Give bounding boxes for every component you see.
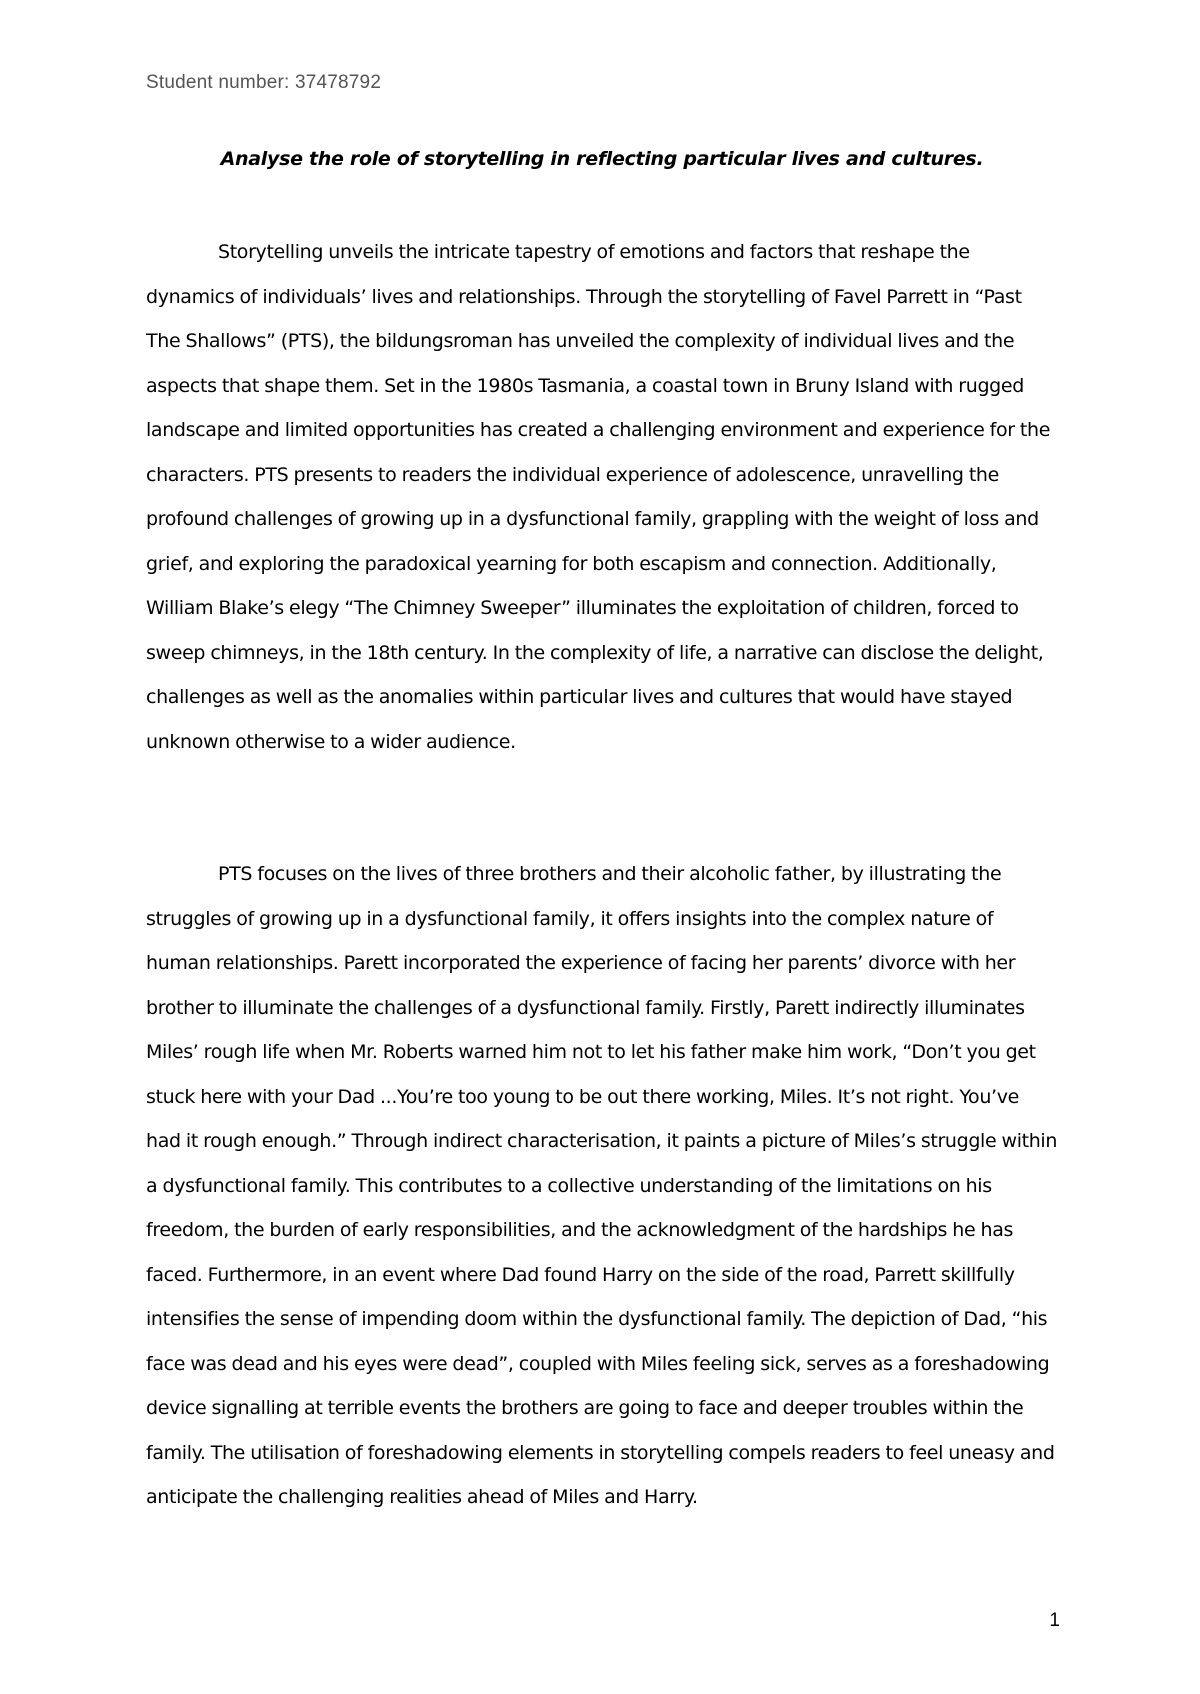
page-number: 1 [1049,1610,1060,1631]
page-header: Student number: 37478792 [146,72,382,93]
paragraph-1-text: Storytelling unveils the intricate tapestry of emotions and factors that reshape the dynamics of individuals’ lives and relationships. Through the storytelling of Favel Parrett in “Past The Shallows” (PTS), the bildungsroman has unveiled the complexity of individual lives and the aspects that shape them. Set in the 1980s Tasmania, a coastal town in Bruny Island with rugged landscape and limited opportunities has created a challenging environment and experience for the characters. PTS presents to readers the individual experience of adolescence, unravelling the profound challenges of growing up in a dysfunctional family, grappling with the weight of loss and grief, and exploring the paradoxical yearning for both escapism and connection. Additionally, William Blake’s elegy “The Chimney Sweeper” illuminates the exploitation of children, forced to sweep chimneys, in the 18th century. In the complexity of life, a narrative can disclose the delight, challenges as well as the anomalies within particular lives and cultures that would have stayed unknown otherwise to a wider audience. [146,241,1051,753]
paragraph-2 [146,852,1058,1520]
paragraph-1 [146,230,1058,764]
essay-title: Analyse the role of storytelling in reflecting particular lives and cultures. [220,148,984,170]
paragraph-2-text: PTS focuses on the lives of three brothers and their alcoholic father, by illustrating the struggles of growing up in a dysfunctional family, it offers insights into the complex nature of human relationships. Parett incorporated the experience of facing her parents’ divorce with her brother to illuminate the challenges of a dysfunctional family. Firstly, Parett indirectly illuminates Miles’ rough life when Mr. Roberts warned him not to let his father make him work, “Don’t you get stuck here with your Dad ...You’re too young to be out there working, Miles. It’s not right. You’ve had it rough enough.” Through indirect characterisation, it paints a picture of Miles’s struggle within a dysfunctional family. This contributes to a collective understanding of the limitations on his freedom, the burden of early responsibilities, and the acknowledgment of the hardships he has faced. Furthermore, in an event where Dad found Harry on the side of the road, Parrett skillfully intensifies the sense of impending doom within the dysfunctional family. The depiction of Dad, “his face was dead and his eyes were dead”, coupled with Miles feeling sick, serves as a foreshadowing device signalling at terrible events the brothers are going to face and deeper troubles within the family. The utilisation of foreshadowing elements in storytelling compels readers to feel uneasy and anticipate the challenging realities ahead of Miles and Harry. [146,863,1058,1508]
